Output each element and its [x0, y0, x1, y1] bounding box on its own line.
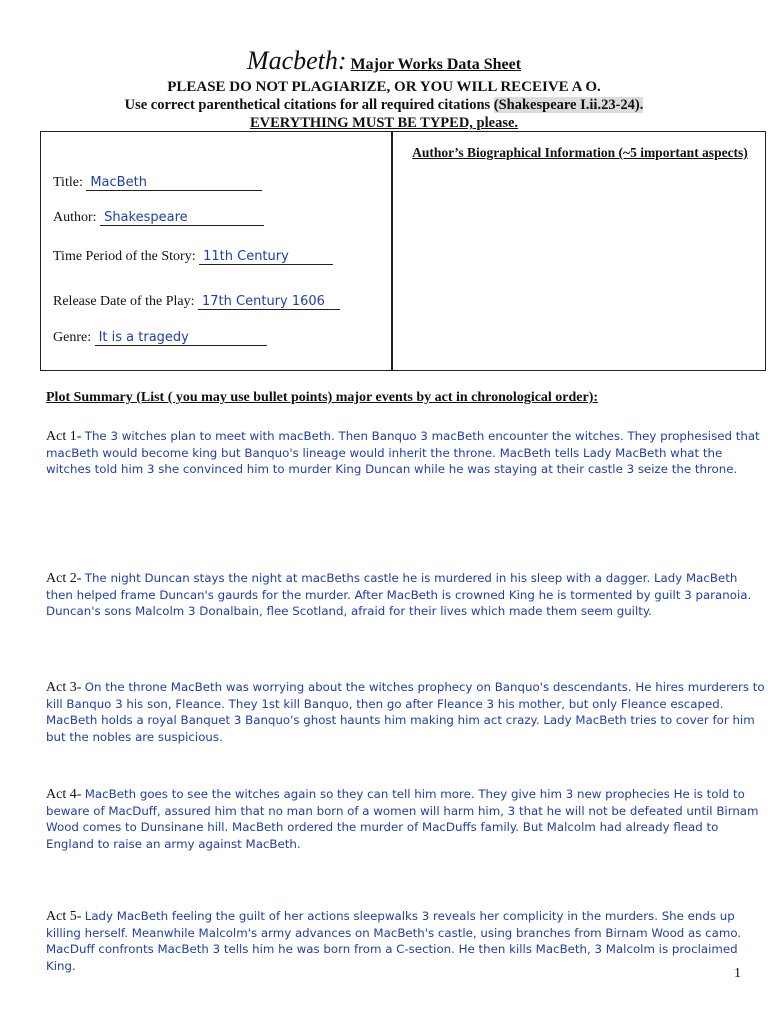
release-field — [53, 294, 340, 310]
act-text: MacBeth goes to see the witches again so they can tell him more. They give him 3 new prophecies He is told to beware of MacDuff, assured him that no man born of a women will harm him, 3 that he will not be defeated until Birnam Wood comes to Dunsinane hill. MacBeth ordered the murder of MacDuffs family. But Malcolm had already flead to England to raise an army against MacBeth. — [46, 787, 759, 851]
play-name: Macbeth: — [246, 46, 347, 75]
citation-example: (Shakespeare I.ii.23-24). — [493, 97, 644, 113]
title-label: Title: — [53, 175, 83, 190]
citation-instruction — [0, 97, 768, 114]
act-text: The 3 witches plan to meet with macBeth. Then Banquo 3 macBeth encounter the witches. They prophesised that macBeth would become king but Banquo's lineage would inherit the throne. MacBeth tells Lady MacBeth what the witches told him 3 she convinced him to murder King Duncan while he was staying at their castle 3 seize the throne. — [46, 429, 760, 477]
act-label: Act 4- — [46, 787, 82, 802]
release-value: 17th Century 1606 — [198, 294, 340, 310]
author-label: Author: — [53, 210, 97, 225]
act-label: Act 5- — [46, 909, 82, 924]
info-table-divider — [391, 131, 393, 371]
release-label: Release Date of the Play: — [53, 294, 195, 309]
title-field — [53, 175, 262, 191]
act-3 — [46, 679, 766, 745]
act-4 — [46, 786, 766, 852]
act-text: Lady MacBeth feeling the guilt of her actions sleepwalks 3 reveals her complicity in the murders. She ends up killing herself. Meanwhile Malcolm's army advances on MacBeth's castle, using branches from Birnam Wood as camo. MacDuff confronts MacBeth 3 tells him he was born from a C-section. He then kills MacBeth, 3 Malcolm is proclaimed King. — [46, 909, 742, 973]
act-label: Act 1- — [46, 429, 82, 444]
act-1 — [46, 428, 766, 478]
plagiarism-warning: PLEASE DO NOT PLAGIARIZE, OR YOU WILL RECEIVE A O. — [167, 79, 601, 95]
typed-instruction: EVERYTHING MUST BE TYPED, please. — [249, 115, 519, 131]
act-2 — [46, 570, 766, 620]
page-title — [0, 46, 768, 76]
act-label: Act 3- — [46, 680, 82, 695]
period-label: Time Period of the Story: — [53, 249, 196, 264]
bio-heading — [400, 144, 760, 162]
page-number: 1 — [734, 966, 741, 981]
act-5 — [46, 908, 766, 974]
author-value: Shakespeare — [100, 210, 264, 226]
genre-label: Genre: — [53, 330, 92, 345]
act-text: On the throne MacBeth was worrying about the witches prophecy on Banquo's descendants. He hires murderers to kill Banquo 3 his son, Fleance. They 1st kill Banquo, then go after Fleance 3 his mother, but only Fleance escaped. MacBeth holds a royal Banquet 3 Banquo's ghost haunts him making him act crazy. Lady MacBeth tries to cover for him but the nobles are suspicious. — [46, 680, 765, 744]
title-value: MacBeth — [86, 175, 262, 191]
period-field — [53, 249, 333, 265]
bio-heading-text: Author’s Biographical Information (~5 important aspects) — [412, 145, 748, 160]
citation-text: Use correct parenthetical citations for all required citations — [124, 97, 491, 113]
sheet-title: Major Works Data Sheet — [350, 56, 522, 73]
genre-value: It is a tragedy — [95, 330, 267, 346]
act-label: Act 2- — [46, 571, 82, 586]
act-text: The night Duncan stays the night at macBeths castle he is murdered in his sleep with a dagger. Lady MacBeth then helped frame Duncan's gaurds for the murder. After MacBeth is crowned King he is tormented by guilt 3 paranoia. Duncan's sons Malcolm 3 Donalbain, flee Scotland, afraid for their lives which made them seem guilty. — [46, 571, 752, 619]
author-field — [53, 210, 264, 226]
period-value: 11th Century — [199, 249, 333, 265]
plot-summary-heading: Plot Summary (List ( you may use bullet points) major events by act in chronological order): — [46, 390, 599, 405]
genre-field — [53, 330, 267, 346]
